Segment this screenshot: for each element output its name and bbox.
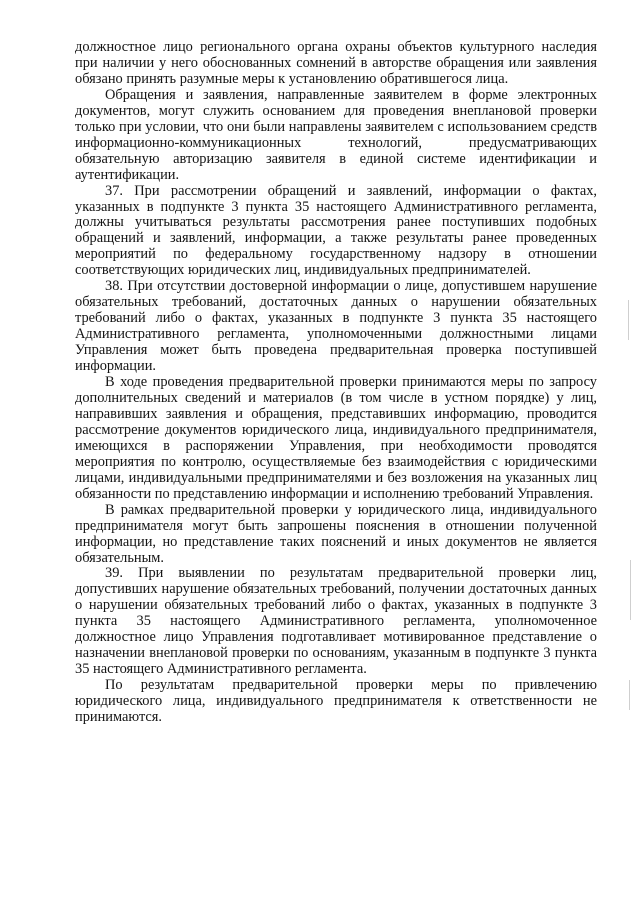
paragraph-electronic-documents: Обращения и заявления, направленные заявителем в форме электронных документов, могут служить основанием для проведения внеплановой проверки только при условии, что они были направлены заявителем с использованием средств информационно-коммуникационных технологий, предусматривающих обязательную авторизацию заявителя в единой системе идентификации и аутентификации. <box>75 86 597 183</box>
paragraph-liability: По результатам предварительной проверки меры по привлечению юридического лица, индивидуального предпринимателя к ответственности не принимаются. <box>75 677 597 726</box>
paragraph-explanations: В рамках предварительной проверки у юридического лица, индивидуального предпринимателя могут быть запрошены пояснения в отношении полученной информации, но представление таких пояснений и иных документов не является обязательным. <box>75 501 597 566</box>
document-page <box>75 40 597 726</box>
paragraph-38: 38. При отсутствии достоверной информации о лице, допустившем нарушение обязательных требований, достаточных данных о нарушении обязательных требований либо о фактах, указанных в подпункте 3 пункта 35 настоящего Административного регламента, уполномоченными должностными лицами Управления может быть проведена предварительная проверка поступившей информации. <box>75 278 597 375</box>
scan-edge-mark <box>630 560 631 620</box>
paragraph-continuation: должностное лицо регионального органа охраны объектов культурного наследия при наличии у него обоснованных сомнений в авторстве обращения или заявления обязано принять разумные меры к установлению обратившегося лица. <box>75 39 597 87</box>
paragraph-39: 39. При выявлении по результатам предварительной проверки лиц, допустивших нарушение обязательных требований, получении достаточных данных о нарушении обязательных требований либо о фактах, указанных в подпункте 3 пункта 35 настоящего Административного регламента, уполномоченное должностное лицо Управления подготавливает мотивированное представление о назначении внеплановой проверки по основаниям, указанным в подпункте 3 пункта 35 настоящего Административного регламента. <box>75 565 597 678</box>
scan-edge-mark <box>629 680 630 710</box>
paragraph-preliminary-check: В ходе проведения предварительной проверки принимаются меры по запросу дополнительных сведений и материалов (в том числе в устном порядке) у лиц, направивших заявления и обращения, представивших информацию, проводится рассмотрение документов юридического лица, индивидуального предпринимателя, имеющихся в распоряжении Управления, при необходимости проводятся мероприятия по контролю, осуществляемые без взаимодействия с юридическими лицами, индивидуальными предпринимателями и без возложения на указанных лиц обязанности по представлению информации и исполнению требований Управления. <box>75 374 597 502</box>
scan-edge-mark <box>628 300 629 340</box>
paragraph-37: 37. При рассмотрении обращений и заявлений, информации о фактах, указанных в подпункте 3 пункта 35 настоящего Административного регламента, должны учитываться результаты рассмотрения ранее поступивших подобных обращений и заявлений, информации, а также результаты ранее проведенных мероприятий по федеральному государственному надзору в отношении соответствующих юридических лиц, индивидуальных предпринимателей. <box>75 182 597 279</box>
